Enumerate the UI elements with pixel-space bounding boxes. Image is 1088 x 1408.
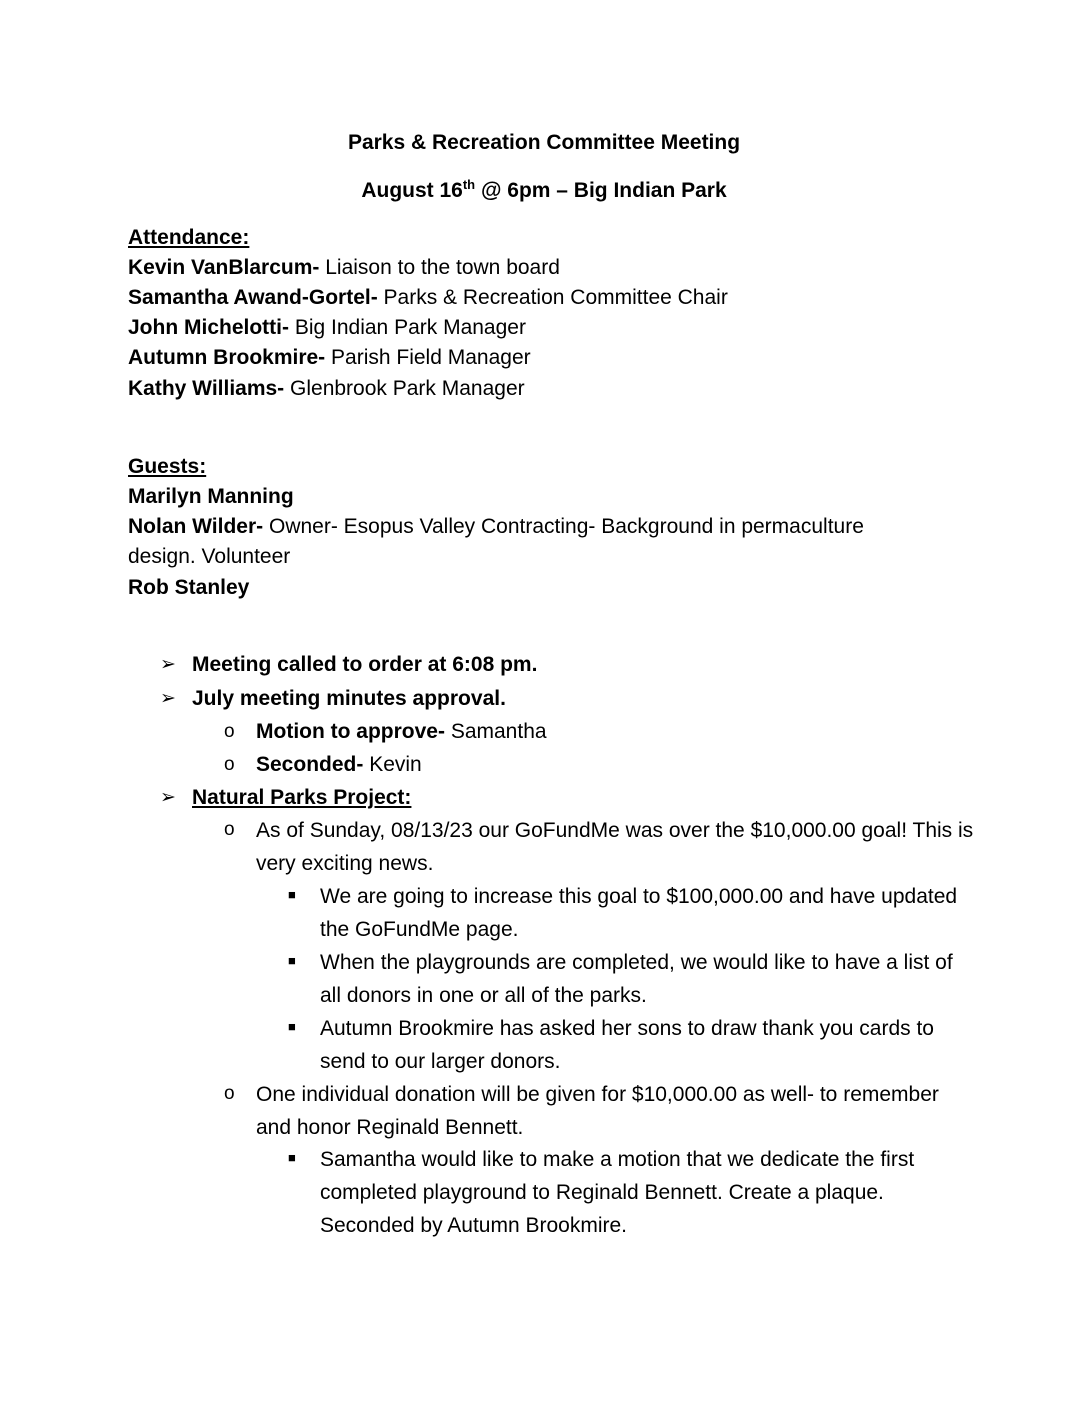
guests-heading: Guests:	[128, 455, 207, 478]
individual-donation: One individual donation will be given for $10,000.00 as well- to remember and honor Reginald Bennett.	[256, 1083, 939, 1139]
guest: Marilyn Manning	[128, 485, 294, 508]
gofundme-update: As of Sunday, 08/13/23 our GoFundMe was over the $10,000.00 goal! This is very exciting news.	[256, 819, 974, 875]
circle-bullet-icon: o	[224, 819, 235, 840]
attendee: Samantha Awand-Gortel- Parks & Recreation Committee Chair	[128, 286, 728, 309]
agenda-item-minutes-approval: July meeting minutes approval.	[192, 687, 506, 710]
circle-bullet-icon: o	[224, 754, 235, 775]
thank-you-cards: Autumn Brookmire has asked her sons to draw thank you cards to send to our larger donors.	[320, 1017, 934, 1073]
circle-bullet-icon: o	[224, 1083, 235, 1104]
attendance-heading: Attendance:	[128, 226, 250, 249]
meeting-date-location: August 16th @ 6pm – Big Indian Park	[361, 177, 727, 202]
guest-description-continued: design. Volunteer	[128, 545, 291, 568]
attendee: Autumn Brookmire- Parish Field Manager	[128, 346, 531, 369]
square-bullet-icon: ■	[288, 1150, 296, 1165]
guest: Nolan Wilder- Owner- Esopus Valley Contracting- Background in permaculture	[128, 515, 864, 538]
document-title: Parks & Recreation Committee Meeting	[347, 131, 741, 154]
square-bullet-icon: ■	[288, 1019, 296, 1034]
agenda-item-called-to-order: Meeting called to order at 6:08 pm.	[192, 653, 538, 676]
attendee: Kathy Williams- Glenbrook Park Manager	[128, 377, 525, 400]
attendee: John Michelotti- Big Indian Park Manager	[128, 316, 526, 339]
square-bullet-icon: ■	[288, 953, 296, 968]
arrow-bullet-icon: ➢	[160, 688, 176, 709]
agenda-item-natural-parks: Natural Parks Project:	[192, 786, 412, 809]
seconded: Seconded- Kevin	[256, 753, 422, 776]
circle-bullet-icon: o	[224, 721, 235, 742]
playground-dedication-motion: Samantha would like to make a motion that we dedicate the first completed playground to Reginald Bennett. Create a plaque. Seconded by Autumn Brookmire.	[320, 1148, 915, 1237]
guest: Rob Stanley	[128, 576, 250, 599]
arrow-bullet-icon: ➢	[160, 787, 176, 808]
arrow-bullet-icon: ➢	[160, 654, 176, 675]
attendee: Kevin VanBlarcum- Liaison to the town board	[128, 256, 560, 279]
square-bullet-icon: ■	[288, 887, 296, 902]
motion-to-approve: Motion to approve- Samantha	[256, 720, 547, 743]
gofundme-goal-increase: We are going to increase this goal to $100,000.00 and have updated the GoFundMe page.	[320, 885, 958, 941]
donor-list: When the playgrounds are completed, we would like to have a list of all donors in one or all of the parks.	[320, 951, 953, 1007]
